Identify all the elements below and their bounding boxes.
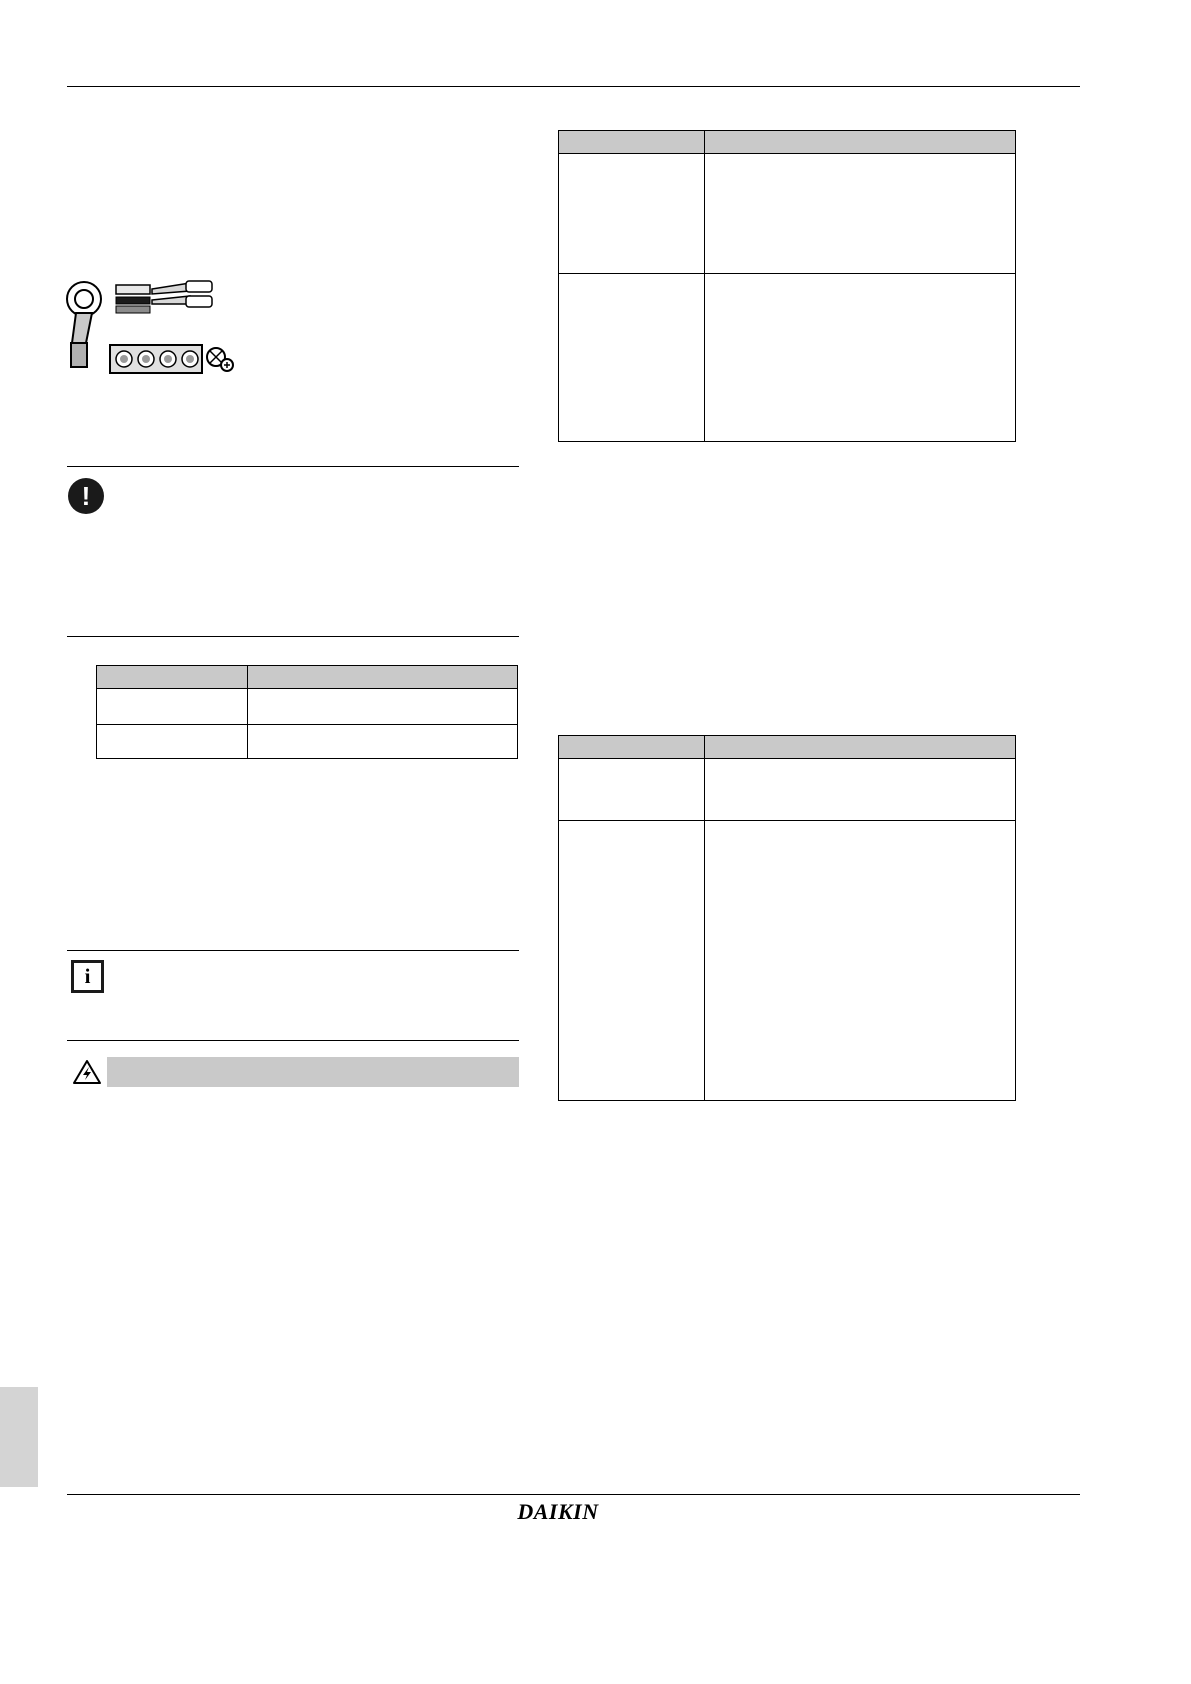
ring-terminal-wiring-figure xyxy=(60,277,240,387)
information-block xyxy=(67,950,519,1042)
table-header-cell-value xyxy=(705,736,1016,759)
table-cell-value xyxy=(248,725,518,759)
daikin-logo xyxy=(498,1496,618,1528)
table-header-cell-value xyxy=(248,666,518,689)
danger-electrical-banner xyxy=(67,1057,519,1087)
table-row xyxy=(559,154,1016,274)
table-row xyxy=(559,274,1016,442)
table-cell-label xyxy=(559,154,705,274)
table-header-row xyxy=(559,736,1016,759)
table-header-cell-label xyxy=(559,131,705,154)
exclamation-glyph: ! xyxy=(81,481,91,511)
table-right-bottom xyxy=(558,735,1016,1101)
table-cell-label xyxy=(559,274,705,442)
table-left xyxy=(96,665,518,759)
information-top-rule xyxy=(67,950,519,951)
table-cell-value xyxy=(705,154,1016,274)
table-row xyxy=(97,725,518,759)
table-right-top xyxy=(558,130,1016,442)
exclamation-circle-icon xyxy=(68,478,104,514)
information-bottom-rule xyxy=(67,1040,519,1041)
crimped-wire-lugs-icon xyxy=(116,281,212,313)
table-cell-value xyxy=(705,274,1016,442)
table-row xyxy=(559,759,1016,821)
notice-bottom-rule xyxy=(67,636,519,637)
table-cell-label xyxy=(97,725,248,759)
table-row xyxy=(559,821,1016,1101)
page-footer-rule xyxy=(67,1494,1080,1495)
daikin-logo-text: DAIKIN xyxy=(517,1499,599,1524)
notice-block xyxy=(67,466,519,638)
ring-terminal-icon xyxy=(67,282,101,367)
table-cell-value xyxy=(248,689,518,725)
page-side-tab xyxy=(0,1387,38,1487)
table-header-row xyxy=(559,131,1016,154)
table-row xyxy=(97,689,518,725)
table-header-row xyxy=(97,666,518,689)
electric-shock-warning-icon xyxy=(67,1057,107,1087)
terminal-block-icon xyxy=(110,345,202,373)
table-header-cell-label xyxy=(97,666,248,689)
information-glyph: i xyxy=(84,964,91,988)
table-cell-value xyxy=(705,821,1016,1101)
table-header-cell-label xyxy=(559,736,705,759)
table-cell-label xyxy=(97,689,248,725)
table-cell-label xyxy=(559,759,705,821)
table-header-cell-value xyxy=(705,131,1016,154)
notice-top-rule xyxy=(67,466,519,467)
information-icon xyxy=(71,960,104,993)
page-header-rule xyxy=(67,86,1080,87)
table-cell-value xyxy=(705,759,1016,821)
table-cell-label xyxy=(559,821,705,1101)
earth-screw-icon xyxy=(207,348,233,371)
